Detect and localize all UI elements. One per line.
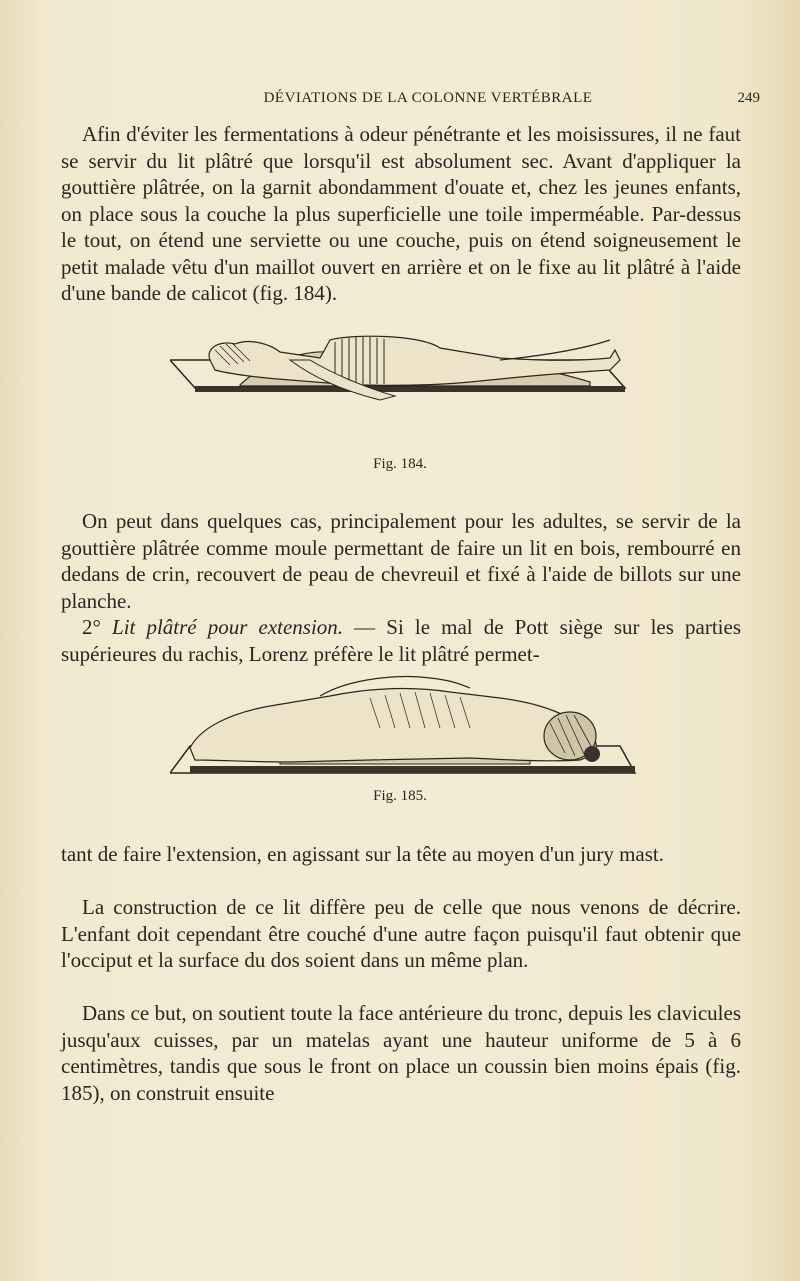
paragraph-jury-mast: tant de faire l'extension, en agissant sur la tête au moyen d'un jury mast. (61, 842, 664, 866)
running-title: DÉVIATIONS DE LA COLONNE VERTÉBRALE (263, 90, 593, 106)
paragraph-matelas: Dans ce but, on soutient toute la face antérieure du tronc, depuis les clavicules jusqu'aux cuisses, par un matelas ayant une hauteur uniforme de 5 à 6 centimètres, tandis que sous le front on place un coussin bien moins épais (fig. 185), on construit ensuite (61, 1001, 741, 1105)
page-header (96, 90, 760, 114)
section-title: Lit plâtré pour extension. (112, 615, 344, 639)
figure-185-illustration (170, 668, 640, 778)
section-number: 2° (82, 615, 101, 639)
paragraph-lit-extension (61, 614, 741, 667)
paragraph-adultes: On peut dans quelques cas, principalement pour les adultes, se servir de la gouttière plâtrée comme moule permettant de faire un lit en bois, rembourré en dedans de crin, recouvert de peau de chevreuil et fixé à l'aide de billots sur une planche. (61, 509, 741, 613)
figure-185-caption: Fig. 185. (373, 788, 427, 804)
section-text: — Si le mal de Pott siège sur les parties supérieures du rachis, Lorenz préfère le lit plâtré permet- (61, 615, 742, 666)
figure-184-caption: Fig. 184. (373, 456, 427, 472)
page-number: 249 (737, 90, 760, 106)
paragraph-fermentations: Afin d'éviter les fermentations à odeur pénétrante et les moisissures, il ne faut se servir du lit plâtré que lorsqu'il est absolument sec. Avant d'appliquer la gouttière plâtrée, on la garnit abondamment d'ouate et, chez les jeunes enfants, on place sous la couche la plus superficielle une toile imperméable. Par-dessus le tout, on étend une serviette ou une couche, puis on étend soigneusement le petit malade vêtu d'un maillot ouvert en arrière et on le fixe au lit plâtré à l'aide d'une bande de calicot (fig. 184). (61, 122, 741, 305)
figure-184-illustration (170, 330, 640, 440)
paragraph-construction: La construction de ce lit diffère peu de celle que nous venons de décrire. L'enfant doit cependant être couché d'une autre façon puisqu'il faut obtenir que l'occiput et la surface du dos soient dans un même plan. (61, 895, 741, 972)
